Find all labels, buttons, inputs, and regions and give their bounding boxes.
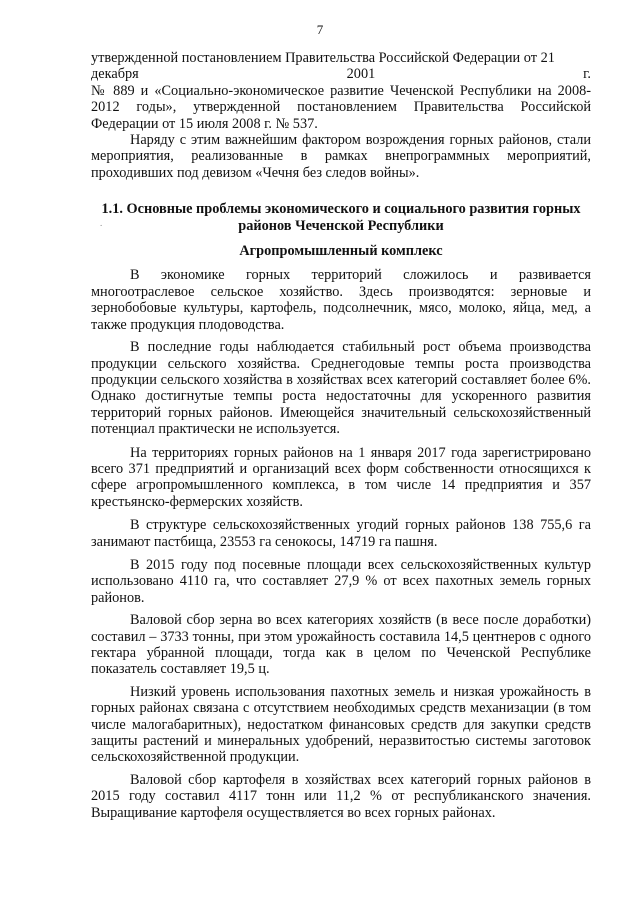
paragraph-top-1: Наряду с этим важнейшим фактором возрождения горных районов, стали мероприятия, реализованные в рамках внепрограммных мероприятий, проходивших под девизом «Чечня без следов войны».: [91, 132, 591, 181]
intro-line-1: утвержденной постановлением Правительства Российской Федерации от 21: [91, 50, 555, 66]
page-content: [91, 50, 591, 821]
paragraph-5: В 2015 году под посевные площади всех сельскохозяйственных культур использовано 4110 га, что составляет 27,9 % от всех пахотных земель горных районов.: [91, 556, 591, 606]
intro-year-suffix: г.: [583, 66, 591, 83]
paragraph-8: Валовой сбор картофеля в хозяйствах всех категорий горных районов в 2015 году составил 4117 тонн или 11,2 % от республиканского значения. Выращивание картофеля осуществляется во всех горных районах.: [91, 771, 591, 821]
paragraph-7: Низкий уровень использования пахотных земель и низкая урожайность в горных районах связана с отсутствием необходимых средств механизации (в том числе малогабаритных), недостатком финансовых средств для закупки средств защиты растений и минеральных удобрений, неразвитостью системы заготовок сельскохозяйственной продукции.: [91, 683, 591, 766]
paragraph-2: В последние годы наблюдается стабильный рост объема производства продукции сельского хозяйства. Среднегодовые темпы роста производства продукции сельского хозяйства в хозяйствах всех категорий составляет более 6%. Однако достигнутые темпы роста недостаточны для ускоренного развития территорий горных районов. Имеющейся значительный сельскохозяйственный потенциал практически не используется.: [91, 339, 591, 438]
paragraph-4: В структуре сельскохозяйственных угодий горных районов 138 755,6 га занимают пастбища, 23553 га сенокосы, 14719 га пашня.: [91, 517, 591, 550]
paragraph-6: Валовой сбор зерна во всех категориях хозяйств (в весе после доработки) составил – 3733 тонны, при этом урожайность составила 14,5 центнеров с одного гектара убранной площади, тогда как в целом по Чеченской Республике показатель составляет 19,5 ц.: [91, 612, 591, 678]
intro-year: 2001: [346, 66, 376, 83]
section-title: 1.1. Основные проблемы экономического и социального развития горных районов Чеченской Республики: [101, 201, 581, 234]
paragraph-3: На территориях горных районов на 1 января 2017 года зарегистрировано всего 371 предприятий и организаций всех форм собственности относящихся к сфере агропромышленного комплекса, в том числе 14 предприятия и 357 крестьянско-фермерских хозяйств.: [91, 444, 591, 510]
subsection-title: Агропромышленный комплекс: [239, 243, 443, 260]
paragraph-1: В экономике горных территорий сложилось и развивается многоотраслевое сельское хозяйство. Здесь производятся: зерновые и зернобобовые культуры, картофель, подсолнечник, мясо, молоко, яйца, мед, а также продукция плодоводства.: [91, 267, 591, 333]
scan-mark: .: [100, 218, 103, 228]
intro-line-2: [91, 66, 591, 82]
page-number: 7: [316, 22, 324, 37]
intro-rest: № 889 и «Социально-экономическое развитие Чеченской Республики на 2008-2012 годы», утвержденной постановлением Правительства Российской Федерации от 15 июля 2008 г. № 537.: [91, 82, 591, 132]
intro-month: декабря: [91, 66, 139, 83]
